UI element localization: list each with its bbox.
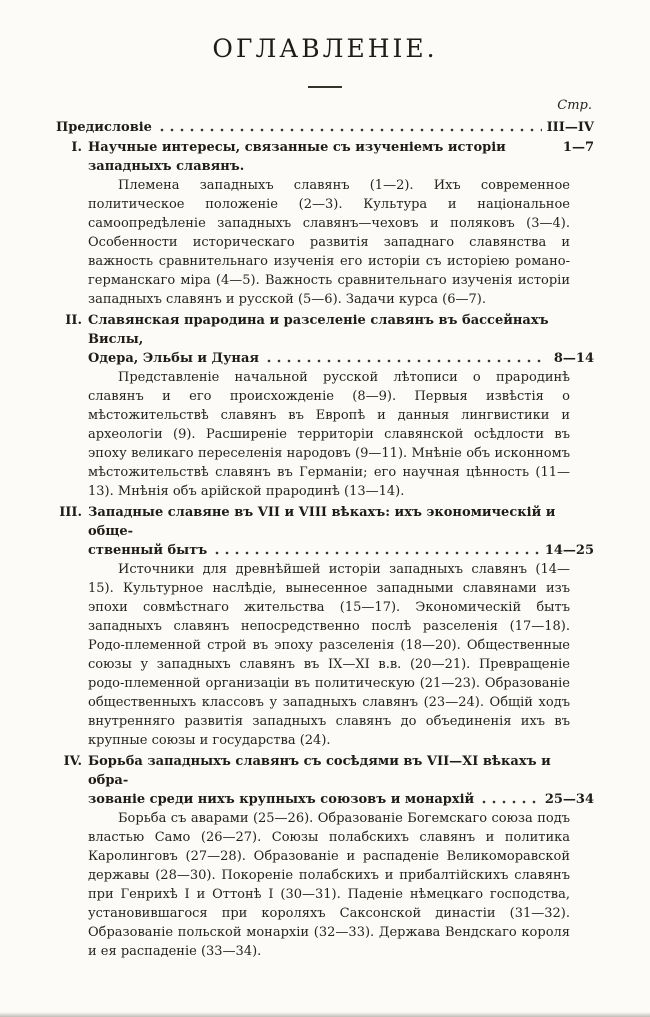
entry-page-range: 14—25 [544,543,594,558]
toc-entry [56,503,594,750]
page-column-header: Стр. [557,98,592,113]
dot-leader [157,118,542,137]
entry-description: Представленіе начальной русской лѣтописи о прародинѣ славянъ и его происхожденіе (8—9). Первыя извѣстія о мѣстожительствѣ славянъ въ Европѣ и данныя лингвистики и археологіи (9). Расширеніе территоріи славянской осѣдлости въ эпоху великаго переселенія народовъ (9—11). Мнѣніе объ исконномъ мѣстожительствѣ славянъ въ Германіи; его научная цѣнность (11—13). Мнѣнія объ арійской прародинѣ (13—14). [88,370,570,499]
toc-entry [56,752,594,961]
entry-heading-text: Предисловіе [56,120,152,135]
entry-page-range: 8—14 [553,351,594,366]
entry-heading [56,503,594,560]
entry-heading-text: зованіе среди нихъ крупныхъ союзовъ и монархій [88,792,475,807]
entry-numeral: III. [59,505,82,520]
entry-heading-body [56,118,594,137]
entry-heading-body [88,138,594,176]
entry-heading [56,752,594,809]
entry-description: Источники для древнѣйшей исторіи западныхъ славянъ (14—15). Культурное наслѣдіе, вынесенное западными славянами изъ эпохи совмѣстнаго жительства (15—17). Экономическій бытъ западныхъ славянъ непосредственно послѣ разселенія (17—18). Родо-племенной строй въ эпоху разселенія (18—20). Общественные союзы у западныхъ славянъ въ IX—XI в.в. (20—21). Превращеніе родо-племенной организаціи въ политическую (21—23). Образованіе общественныхъ классовъ у западныхъ славянъ (23—24). Общій ходъ внутренняго развитія западныхъ славянъ до объединенія ихъ въ крупные союзы и государства (24). [88,562,570,748]
toc-entries [56,118,594,961]
dot-leader [212,541,540,560]
toc-entry [56,138,594,309]
entry-heading-body [88,752,594,809]
entry-heading-lastline [88,349,594,368]
entry-heading-body [88,503,594,560]
entry-numeral: I. [71,140,82,155]
entry-heading-text: ственный бытъ [88,543,208,558]
entry-page-range: 25—34 [544,792,594,807]
entry-heading-lastline [88,790,594,809]
entry-heading [56,138,594,176]
entry-heading [56,311,594,368]
entry-numeral: IV. [63,754,82,769]
dot-leader [264,349,545,368]
entry-heading-text: Научные интересы, связанные съ изученіемъ исторіи западныхъ славянъ. [88,140,506,174]
entry-page-range: III—IV [546,120,594,135]
entry-heading-line: Западные славяне въ VII и VIII вѣкахъ: ихъ экономическій и обще- [88,505,556,539]
title-divider [308,86,342,88]
entry-heading-line: Славянская прародина и разселеніе славянъ въ бассейнахъ Вислы, [88,313,549,347]
entry-numeral: II. [65,313,82,328]
entry-description: Племена западныхъ славянъ (1—2). Ихъ современное политическое положеніе (2—3). Культура и національное самоопредѣленіе западныхъ славянъ—чеховъ и поляковъ (3—4). Особенности историческаго развитія западнаго славянства и важность сравнительнаго изученія его исторіи съ исторіею романо-германскаго міра (4—5). Важность сравнительнаго изученія исторіи западныхъ славянъ и русской (5—6). Задачи курса (6—7). [88,178,570,307]
entry-heading-line: Борьба западныхъ славянъ съ сосѣдями въ VII—XI вѣкахъ и обра- [88,754,551,788]
entry-page-range: 1—7 [562,140,594,155]
entry-description: Борьба съ аварами (25—26). Образованіе Богемскаго союза подъ властью Само (26—27). Союзы полабскихъ славянъ и политика Каролинговъ (27—28). Образованіе и распаденіе Великоморавской державы (28—30). Покореніе полабскихъ и прибалтійскихъ славянъ при Генрихѣ I и Оттонѣ I (30—31). Паденіе нѣмецкаго господства, установившагося при короляхъ Саксонской династіи (31—32). Образованіе польской монархіи (32—33). Держава Вендскаго короля и ея распаденіе (33—34). [88,811,570,959]
entry-heading [56,118,594,137]
entry-heading-body [88,311,594,368]
dot-leader [539,138,545,176]
toc-entry [56,118,594,137]
toc-entry [56,311,594,501]
dot-leader [479,790,540,809]
entry-heading-lastline [88,138,594,176]
entry-heading-text: Одера, Эльбы и Дуная [88,351,259,366]
entry-heading-lastline [88,541,594,560]
entry-heading-lastline [56,118,594,137]
page-title: ОГЛАВЛЕНІЕ. [212,34,438,63]
